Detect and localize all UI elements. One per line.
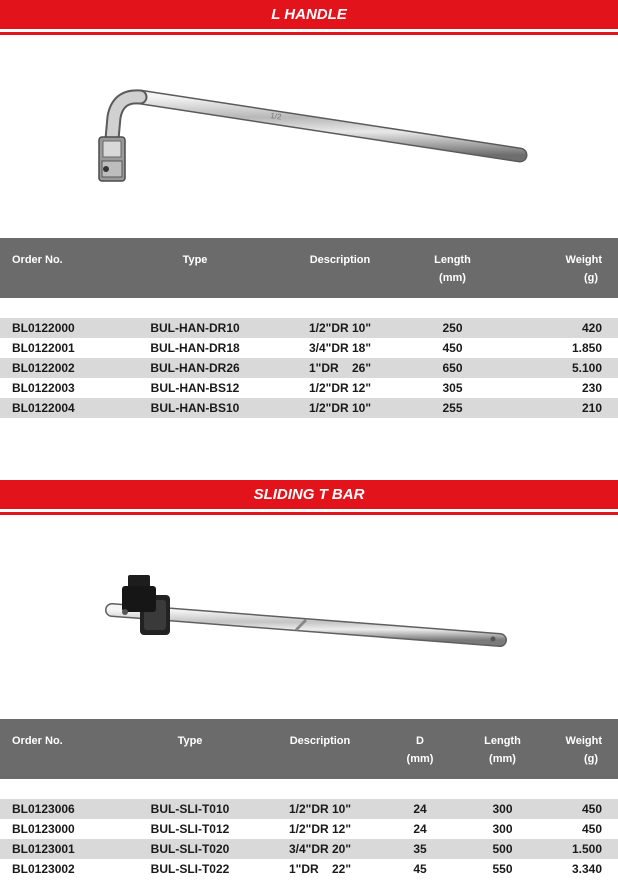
col-description: Description bbox=[289, 735, 351, 747]
cell-weight: 230 bbox=[581, 381, 602, 395]
cell-length: 650 bbox=[442, 361, 463, 375]
cell-length: 550 bbox=[492, 862, 513, 876]
col-type: Type bbox=[177, 735, 203, 747]
cell-weight: 1.850 bbox=[571, 341, 602, 355]
banner-underline bbox=[0, 32, 618, 35]
section-banner-l-handle bbox=[0, 0, 618, 29]
cell-weight: 5.100 bbox=[571, 361, 602, 375]
cell-type: BUL-SLI-T022 bbox=[150, 862, 230, 876]
table-gap bbox=[0, 298, 618, 318]
table-row bbox=[0, 318, 618, 338]
cell-d: 45 bbox=[413, 862, 427, 876]
table-row bbox=[0, 859, 618, 879]
cell-weight: 450 bbox=[581, 822, 602, 836]
table-row bbox=[0, 799, 618, 819]
cell-order-no: BL0123000 bbox=[12, 822, 75, 836]
table-row bbox=[0, 398, 618, 418]
cell-order-no: BL0123002 bbox=[12, 862, 75, 876]
table-gap bbox=[0, 779, 618, 799]
cell-weight: 1.500 bbox=[571, 842, 602, 856]
cell-length: 305 bbox=[442, 381, 463, 395]
banner-underline bbox=[0, 512, 618, 515]
col-d-label: D bbox=[416, 735, 424, 747]
cell-weight: 3.340 bbox=[571, 862, 602, 876]
sliding-t-bar-table bbox=[0, 719, 618, 879]
cell-length: 300 bbox=[492, 802, 513, 816]
cell-description: 1"DR 22" bbox=[288, 862, 352, 876]
cell-description: 1/2"DR 12" bbox=[288, 822, 352, 836]
cell-type: BUL-SLI-T012 bbox=[150, 822, 230, 836]
col-order-no: Order No. bbox=[12, 254, 63, 266]
cell-weight: 210 bbox=[581, 401, 602, 415]
col-d-unit: (mm) bbox=[406, 753, 434, 765]
col-weight bbox=[545, 719, 618, 779]
cell-description: 3/4"DR 20" bbox=[288, 842, 352, 856]
cell-order-no: BL0122002 bbox=[12, 361, 75, 375]
sliding-t-bar-image bbox=[0, 560, 618, 670]
cell-description: 1"DR 26" bbox=[308, 361, 372, 375]
col-length bbox=[460, 719, 545, 779]
cell-d: 24 bbox=[413, 822, 427, 836]
table-row bbox=[0, 839, 618, 859]
cell-type: BUL-HAN-DR26 bbox=[150, 361, 240, 375]
table-header-row bbox=[0, 719, 618, 779]
cell-type: BUL-SLI-T010 bbox=[150, 802, 230, 816]
cell-type: BUL-HAN-DR18 bbox=[150, 341, 240, 355]
cell-length: 300 bbox=[492, 822, 513, 836]
col-length-label: Length bbox=[434, 254, 471, 266]
col-order-no: Order No. bbox=[12, 735, 63, 747]
col-description: Description bbox=[309, 254, 371, 266]
table-row bbox=[0, 338, 618, 358]
table-header-row bbox=[0, 238, 618, 298]
cell-description: 1/2"DR 10" bbox=[308, 321, 372, 335]
col-weight-label: Weight bbox=[565, 254, 602, 266]
table-row bbox=[0, 819, 618, 839]
table-row bbox=[0, 358, 618, 378]
svg-text:1/2: 1/2 bbox=[269, 111, 283, 122]
col-length-label: Length bbox=[484, 735, 521, 747]
cell-order-no: BL0122000 bbox=[12, 321, 75, 335]
cell-type: BUL-HAN-BS12 bbox=[150, 381, 240, 395]
cell-length: 450 bbox=[442, 341, 463, 355]
cell-order-no: BL0123001 bbox=[12, 842, 75, 856]
cell-order-no: BL0122004 bbox=[12, 401, 75, 415]
l-handle-image bbox=[0, 55, 618, 230]
section-title: L HANDLE bbox=[271, 6, 347, 23]
cell-description: 1/2"DR 10" bbox=[288, 802, 352, 816]
cell-description: 1/2"DR 12" bbox=[308, 381, 372, 395]
cell-order-no: BL0122003 bbox=[12, 381, 75, 395]
cell-length: 500 bbox=[492, 842, 513, 856]
section-banner-sliding-t-bar bbox=[0, 480, 618, 509]
col-type: Type bbox=[182, 254, 208, 266]
l-handle-table bbox=[0, 238, 618, 418]
col-weight-label: Weight bbox=[565, 735, 602, 747]
cell-weight: 450 bbox=[581, 802, 602, 816]
col-weight-unit: (g) bbox=[583, 753, 598, 765]
col-weight-unit: (g) bbox=[583, 272, 598, 284]
cell-order-no: BL0122001 bbox=[12, 341, 75, 355]
cell-order-no: BL0123006 bbox=[12, 802, 75, 816]
col-length bbox=[410, 238, 495, 298]
cell-type: BUL-SLI-T020 bbox=[150, 842, 230, 856]
cell-length: 255 bbox=[442, 401, 463, 415]
col-weight bbox=[495, 238, 618, 298]
col-length-unit: (mm) bbox=[489, 753, 516, 765]
cell-weight: 420 bbox=[581, 321, 602, 335]
cell-d: 35 bbox=[413, 842, 427, 856]
cell-length: 250 bbox=[442, 321, 463, 335]
cell-type: BUL-HAN-DR10 bbox=[150, 321, 240, 335]
table-row bbox=[0, 378, 618, 398]
section-title: SLIDING T BAR bbox=[253, 486, 365, 503]
col-d bbox=[380, 719, 460, 779]
cell-d: 24 bbox=[413, 802, 427, 816]
col-length-unit: (mm) bbox=[439, 272, 466, 284]
cell-type: BUL-HAN-BS10 bbox=[150, 401, 240, 415]
cell-description: 3/4"DR 18" bbox=[308, 341, 372, 355]
cell-description: 1/2"DR 10" bbox=[308, 401, 372, 415]
